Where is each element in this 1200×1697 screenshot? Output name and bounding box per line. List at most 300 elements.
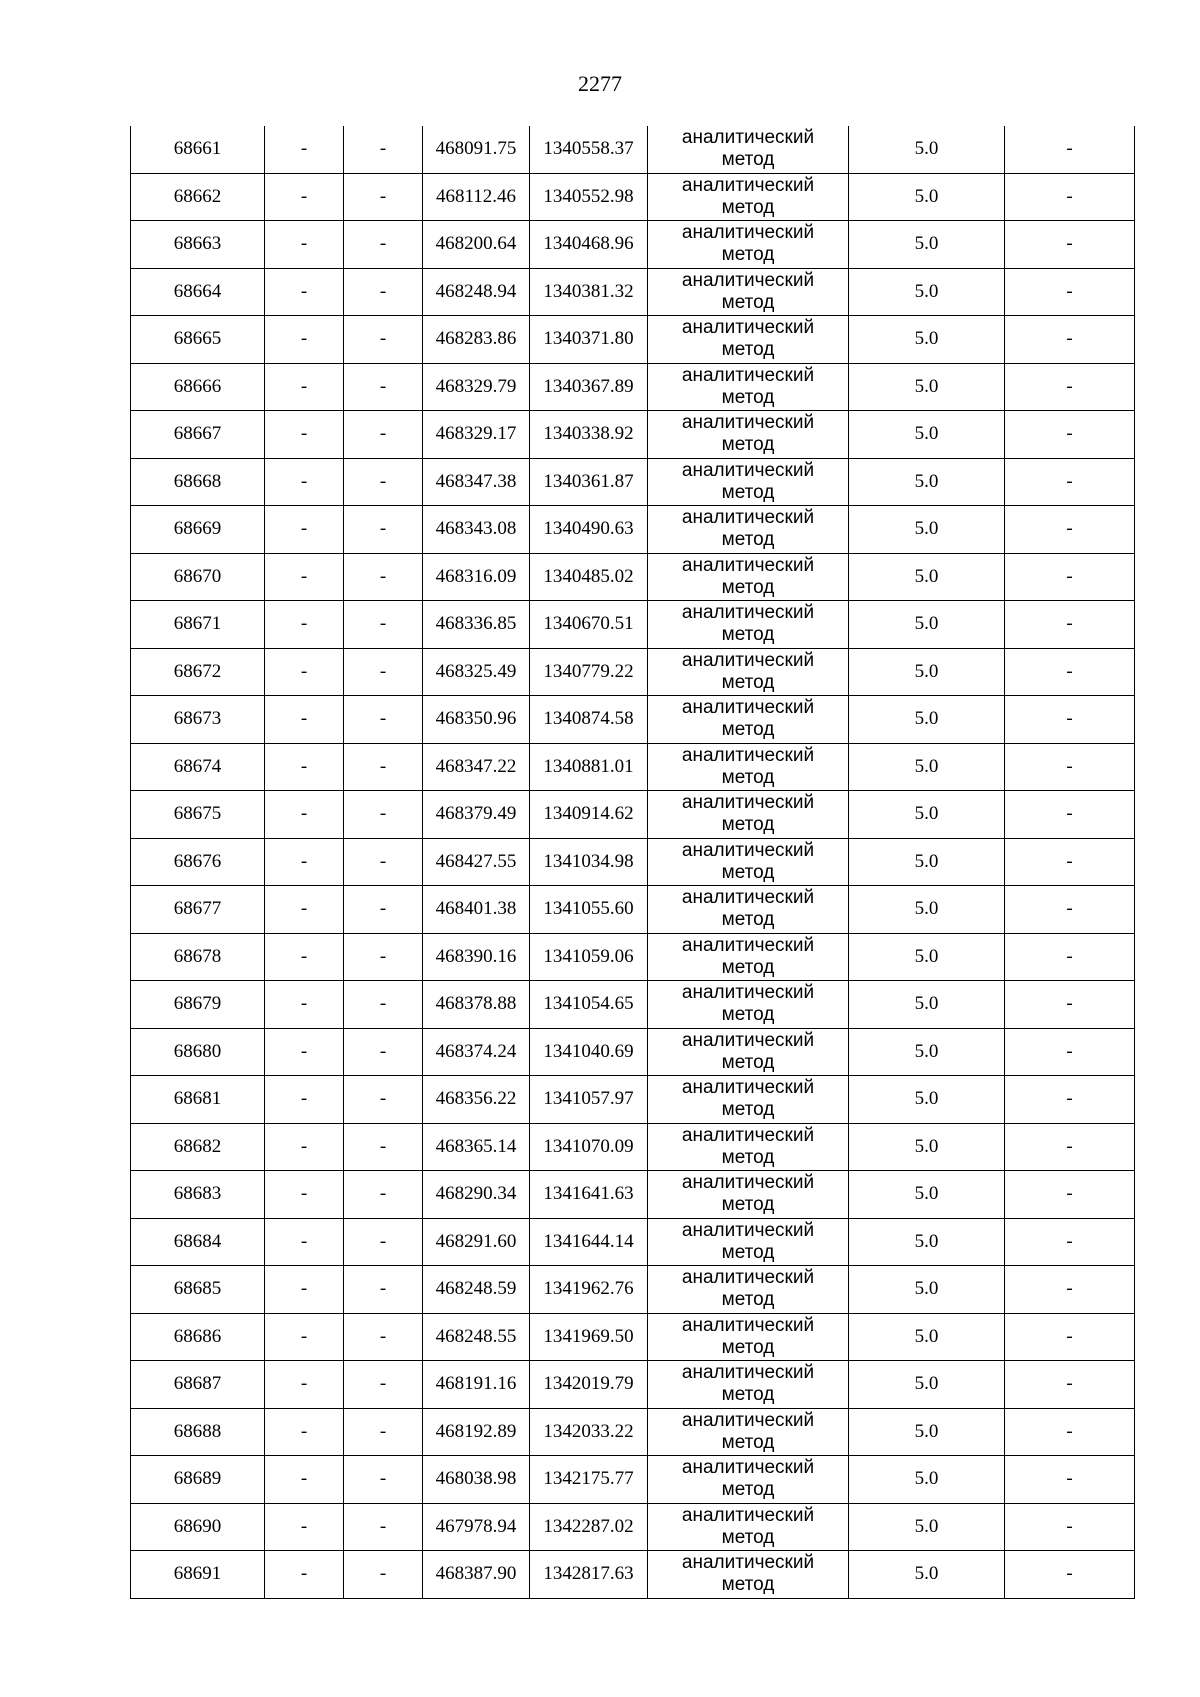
dash-cell: - [1005, 1171, 1135, 1219]
method-line-2: метод [721, 481, 775, 503]
method-line-2: метод [721, 1004, 775, 1026]
x-coordinate-cell: 468316.09 [423, 553, 530, 601]
method-line-2: метод [721, 291, 775, 313]
method-line-1: аналитический [681, 412, 815, 434]
dash-cell: - [344, 458, 423, 506]
point-number-cell: 68691 [131, 1551, 265, 1599]
method-cell [648, 316, 849, 364]
method-line-2: метод [721, 624, 775, 646]
method-line-2: метод [721, 671, 775, 693]
x-coordinate-cell: 468038.98 [423, 1456, 530, 1504]
method-cell [648, 1361, 849, 1409]
point-number-cell: 68687 [131, 1361, 265, 1409]
dash-cell: - [1005, 316, 1135, 364]
method-cell [648, 886, 849, 934]
method-cell [648, 1028, 849, 1076]
method-line-2: метод [721, 1099, 775, 1121]
method-cell [648, 1123, 849, 1171]
dash-cell: - [344, 1456, 423, 1504]
method-line-1: аналитический [681, 1077, 815, 1099]
method-line-2: метод [721, 1431, 775, 1453]
dash-cell: - [344, 838, 423, 886]
dash-cell: - [1005, 886, 1135, 934]
method-line-1: аналитический [681, 792, 815, 814]
point-number-cell: 68668 [131, 458, 265, 506]
table-row [131, 316, 1135, 364]
dash-cell: - [265, 743, 344, 791]
dash-cell: - [344, 173, 423, 221]
precision-cell: 5.0 [849, 1408, 1005, 1456]
x-coordinate-cell: 468427.55 [423, 838, 530, 886]
method-cell [648, 553, 849, 601]
table-row [131, 1218, 1135, 1266]
y-coordinate-cell: 1341070.09 [530, 1123, 648, 1171]
method-line-2: метод [721, 244, 775, 266]
x-coordinate-cell: 468248.59 [423, 1266, 530, 1314]
method-line-2: метод [721, 1051, 775, 1073]
point-number-cell: 68678 [131, 933, 265, 981]
dash-cell: - [265, 363, 344, 411]
method-line-2: метод [721, 1384, 775, 1406]
dash-cell: - [265, 1456, 344, 1504]
table-row [131, 1028, 1135, 1076]
table-row [131, 1361, 1135, 1409]
point-number-cell: 68677 [131, 886, 265, 934]
method-line-2: метод [721, 1574, 775, 1596]
method-line-1: аналитический [681, 1267, 815, 1289]
dash-cell: - [344, 601, 423, 649]
dash-cell: - [265, 838, 344, 886]
point-number-cell: 68676 [131, 838, 265, 886]
dash-cell: - [344, 1503, 423, 1551]
table-row [131, 363, 1135, 411]
precision-cell: 5.0 [849, 791, 1005, 839]
dash-cell: - [265, 1408, 344, 1456]
dash-cell: - [344, 126, 423, 173]
method-line-2: метод [721, 1526, 775, 1548]
y-coordinate-cell: 1341040.69 [530, 1028, 648, 1076]
dash-cell: - [265, 1123, 344, 1171]
method-line-2: метод [721, 386, 775, 408]
method-line-1: аналитический [681, 1219, 815, 1241]
table-row [131, 1123, 1135, 1171]
y-coordinate-cell: 1340485.02 [530, 553, 648, 601]
dash-cell: - [1005, 221, 1135, 269]
precision-cell: 5.0 [849, 553, 1005, 601]
dash-cell: - [1005, 648, 1135, 696]
dash-cell: - [265, 1266, 344, 1314]
table-row [131, 173, 1135, 221]
dash-cell: - [1005, 838, 1135, 886]
y-coordinate-cell: 1342175.77 [530, 1456, 648, 1504]
x-coordinate-cell: 468248.94 [423, 268, 530, 316]
table-row [131, 458, 1135, 506]
y-coordinate-cell: 1341054.65 [530, 981, 648, 1029]
dash-cell: - [1005, 1408, 1135, 1456]
point-number-cell: 68690 [131, 1503, 265, 1551]
method-line-1: аналитический [681, 317, 815, 339]
point-number-cell: 68686 [131, 1313, 265, 1361]
method-line-1: аналитический [681, 459, 815, 481]
table-row [131, 1171, 1135, 1219]
method-cell [648, 648, 849, 696]
precision-cell: 5.0 [849, 1361, 1005, 1409]
point-number-cell: 68661 [131, 126, 265, 173]
y-coordinate-cell: 1340779.22 [530, 648, 648, 696]
table-row [131, 1551, 1135, 1599]
dash-cell: - [1005, 981, 1135, 1029]
y-coordinate-cell: 1341057.97 [530, 1076, 648, 1124]
x-coordinate-cell: 468343.08 [423, 506, 530, 554]
y-coordinate-cell: 1341034.98 [530, 838, 648, 886]
table-row [131, 981, 1135, 1029]
method-line-2: метод [721, 196, 775, 218]
y-coordinate-cell: 1342019.79 [530, 1361, 648, 1409]
dash-cell: - [344, 1361, 423, 1409]
method-cell [648, 1218, 849, 1266]
precision-cell: 5.0 [849, 506, 1005, 554]
method-line-1: аналитический [681, 1029, 815, 1051]
method-line-1: аналитический [681, 1409, 815, 1431]
y-coordinate-cell: 1341962.76 [530, 1266, 648, 1314]
table-row [131, 506, 1135, 554]
precision-cell: 5.0 [849, 221, 1005, 269]
y-coordinate-cell: 1340558.37 [530, 126, 648, 173]
method-line-1: аналитический [681, 127, 815, 149]
method-line-2: метод [721, 814, 775, 836]
point-number-cell: 68675 [131, 791, 265, 839]
dash-cell: - [1005, 268, 1135, 316]
dash-cell: - [265, 1028, 344, 1076]
y-coordinate-cell: 1340338.92 [530, 411, 648, 459]
method-cell [648, 1456, 849, 1504]
method-cell [648, 1408, 849, 1456]
dash-cell: - [344, 648, 423, 696]
dash-cell: - [1005, 1551, 1135, 1599]
dash-cell: - [344, 1028, 423, 1076]
point-number-cell: 68673 [131, 696, 265, 744]
dash-cell: - [265, 316, 344, 364]
table-row [131, 933, 1135, 981]
method-line-1: аналитический [681, 364, 815, 386]
x-coordinate-cell: 468200.64 [423, 221, 530, 269]
precision-cell: 5.0 [849, 696, 1005, 744]
point-number-cell: 68680 [131, 1028, 265, 1076]
table-row [131, 1266, 1135, 1314]
precision-cell: 5.0 [849, 1313, 1005, 1361]
method-line-2: метод [721, 956, 775, 978]
method-cell [648, 221, 849, 269]
method-line-1: аналитический [681, 1552, 815, 1574]
precision-cell: 5.0 [849, 1028, 1005, 1076]
point-number-cell: 68672 [131, 648, 265, 696]
method-cell [648, 601, 849, 649]
point-number-cell: 68684 [131, 1218, 265, 1266]
method-line-1: аналитический [681, 744, 815, 766]
dash-cell: - [1005, 126, 1135, 173]
dash-cell: - [344, 933, 423, 981]
y-coordinate-cell: 1342287.02 [530, 1503, 648, 1551]
table-row [131, 791, 1135, 839]
precision-cell: 5.0 [849, 1218, 1005, 1266]
method-cell [648, 743, 849, 791]
table-row [131, 1408, 1135, 1456]
point-number-cell: 68663 [131, 221, 265, 269]
y-coordinate-cell: 1341644.14 [530, 1218, 648, 1266]
dash-cell: - [1005, 506, 1135, 554]
dash-cell: - [265, 791, 344, 839]
point-number-cell: 68681 [131, 1076, 265, 1124]
point-number-cell: 68671 [131, 601, 265, 649]
method-line-2: метод [721, 576, 775, 598]
table-row [131, 268, 1135, 316]
x-coordinate-cell: 468336.85 [423, 601, 530, 649]
method-cell [648, 1313, 849, 1361]
dash-cell: - [265, 601, 344, 649]
dash-cell: - [265, 1503, 344, 1551]
table-row [131, 886, 1135, 934]
method-line-2: метод [721, 339, 775, 361]
method-line-1: аналитический [681, 1457, 815, 1479]
dash-cell: - [344, 743, 423, 791]
x-coordinate-cell: 468350.96 [423, 696, 530, 744]
dash-cell: - [344, 696, 423, 744]
table-row [131, 126, 1135, 173]
y-coordinate-cell: 1342033.22 [530, 1408, 648, 1456]
method-cell [648, 981, 849, 1029]
dash-cell: - [265, 411, 344, 459]
method-line-2: метод [721, 1336, 775, 1358]
x-coordinate-cell: 468365.14 [423, 1123, 530, 1171]
dash-cell: - [1005, 553, 1135, 601]
x-coordinate-cell: 468325.49 [423, 648, 530, 696]
method-cell [648, 173, 849, 221]
dash-cell: - [1005, 601, 1135, 649]
method-line-2: метод [721, 766, 775, 788]
method-line-2: метод [721, 434, 775, 456]
dash-cell: - [344, 363, 423, 411]
precision-cell: 5.0 [849, 126, 1005, 173]
method-cell [648, 506, 849, 554]
dash-cell: - [265, 933, 344, 981]
precision-cell: 5.0 [849, 838, 1005, 886]
method-line-1: аналитический [681, 1314, 815, 1336]
method-cell [648, 1266, 849, 1314]
method-cell [648, 933, 849, 981]
x-coordinate-cell: 468091.75 [423, 126, 530, 173]
method-cell [648, 1503, 849, 1551]
dash-cell: - [344, 411, 423, 459]
dash-cell: - [344, 1123, 423, 1171]
method-cell [648, 458, 849, 506]
precision-cell: 5.0 [849, 933, 1005, 981]
dash-cell: - [344, 268, 423, 316]
dash-cell: - [265, 173, 344, 221]
method-line-2: метод [721, 529, 775, 551]
y-coordinate-cell: 1341059.06 [530, 933, 648, 981]
precision-cell: 5.0 [849, 981, 1005, 1029]
table-body [131, 126, 1135, 1598]
point-number-cell: 68689 [131, 1456, 265, 1504]
method-line-1: аналитический [681, 269, 815, 291]
table-row [131, 743, 1135, 791]
method-cell [648, 268, 849, 316]
x-coordinate-cell: 468401.38 [423, 886, 530, 934]
dash-cell: - [1005, 1313, 1135, 1361]
point-number-cell: 68683 [131, 1171, 265, 1219]
dash-cell: - [1005, 1456, 1135, 1504]
method-line-1: аналитический [681, 934, 815, 956]
dash-cell: - [344, 1218, 423, 1266]
method-line-1: аналитический [681, 982, 815, 1004]
dash-cell: - [265, 1076, 344, 1124]
method-cell [648, 126, 849, 173]
method-line-1: аналитический [681, 1362, 815, 1384]
dash-cell: - [265, 553, 344, 601]
point-number-cell: 68666 [131, 363, 265, 411]
precision-cell: 5.0 [849, 1123, 1005, 1171]
dash-cell: - [344, 316, 423, 364]
y-coordinate-cell: 1341969.50 [530, 1313, 648, 1361]
dash-cell: - [265, 886, 344, 934]
point-number-cell: 68679 [131, 981, 265, 1029]
x-coordinate-cell: 467978.94 [423, 1503, 530, 1551]
x-coordinate-cell: 468374.24 [423, 1028, 530, 1076]
dash-cell: - [1005, 173, 1135, 221]
method-line-1: аналитический [681, 174, 815, 196]
dash-cell: - [1005, 743, 1135, 791]
x-coordinate-cell: 468248.55 [423, 1313, 530, 1361]
dash-cell: - [1005, 411, 1135, 459]
method-line-1: аналитический [681, 1124, 815, 1146]
table-row [131, 221, 1135, 269]
precision-cell: 5.0 [849, 886, 1005, 934]
dash-cell: - [265, 1171, 344, 1219]
dash-cell: - [344, 1266, 423, 1314]
dash-cell: - [265, 696, 344, 744]
method-cell [648, 1551, 849, 1599]
dash-cell: - [1005, 1361, 1135, 1409]
coordinates-table [130, 126, 1135, 1599]
point-number-cell: 68662 [131, 173, 265, 221]
dash-cell: - [265, 1361, 344, 1409]
dash-cell: - [265, 506, 344, 554]
x-coordinate-cell: 468347.22 [423, 743, 530, 791]
dash-cell: - [344, 981, 423, 1029]
x-coordinate-cell: 468390.16 [423, 933, 530, 981]
dash-cell: - [1005, 1503, 1135, 1551]
y-coordinate-cell: 1341055.60 [530, 886, 648, 934]
point-number-cell: 68664 [131, 268, 265, 316]
x-coordinate-cell: 468191.16 [423, 1361, 530, 1409]
x-coordinate-cell: 468192.89 [423, 1408, 530, 1456]
dash-cell: - [265, 981, 344, 1029]
y-coordinate-cell: 1340670.51 [530, 601, 648, 649]
y-coordinate-cell: 1340367.89 [530, 363, 648, 411]
point-number-cell: 68682 [131, 1123, 265, 1171]
y-coordinate-cell: 1340552.98 [530, 173, 648, 221]
dash-cell: - [265, 458, 344, 506]
table-row [131, 838, 1135, 886]
dash-cell: - [265, 648, 344, 696]
dash-cell: - [265, 221, 344, 269]
y-coordinate-cell: 1340361.87 [530, 458, 648, 506]
method-line-2: метод [721, 1194, 775, 1216]
method-cell [648, 411, 849, 459]
dash-cell: - [1005, 1076, 1135, 1124]
method-line-2: метод [721, 719, 775, 741]
precision-cell: 5.0 [849, 268, 1005, 316]
x-coordinate-cell: 468290.34 [423, 1171, 530, 1219]
precision-cell: 5.0 [849, 648, 1005, 696]
y-coordinate-cell: 1341641.63 [530, 1171, 648, 1219]
y-coordinate-cell: 1340881.01 [530, 743, 648, 791]
dash-cell: - [344, 791, 423, 839]
point-number-cell: 68669 [131, 506, 265, 554]
x-coordinate-cell: 468329.17 [423, 411, 530, 459]
table-row [131, 1503, 1135, 1551]
table-row [131, 411, 1135, 459]
method-cell [648, 363, 849, 411]
dash-cell: - [1005, 933, 1135, 981]
method-line-2: метод [721, 909, 775, 931]
method-line-2: метод [721, 1241, 775, 1263]
method-line-2: метод [721, 149, 775, 171]
dash-cell: - [344, 1171, 423, 1219]
table-row [131, 648, 1135, 696]
dash-cell: - [344, 553, 423, 601]
dash-cell: - [344, 506, 423, 554]
precision-cell: 5.0 [849, 363, 1005, 411]
method-line-1: аналитический [681, 887, 815, 909]
dash-cell: - [1005, 791, 1135, 839]
x-coordinate-cell: 468387.90 [423, 1551, 530, 1599]
precision-cell: 5.0 [849, 743, 1005, 791]
method-cell [648, 1076, 849, 1124]
y-coordinate-cell: 1340874.58 [530, 696, 648, 744]
method-cell [648, 791, 849, 839]
table-row [131, 1456, 1135, 1504]
point-number-cell: 68670 [131, 553, 265, 601]
dash-cell: - [1005, 1123, 1135, 1171]
dash-cell: - [344, 1408, 423, 1456]
method-line-1: аналитический [681, 222, 815, 244]
dash-cell: - [265, 1551, 344, 1599]
x-coordinate-cell: 468356.22 [423, 1076, 530, 1124]
x-coordinate-cell: 468379.49 [423, 791, 530, 839]
dash-cell: - [265, 1218, 344, 1266]
method-cell [648, 838, 849, 886]
dash-cell: - [344, 1551, 423, 1599]
precision-cell: 5.0 [849, 173, 1005, 221]
x-coordinate-cell: 468283.86 [423, 316, 530, 364]
dash-cell: - [265, 268, 344, 316]
x-coordinate-cell: 468291.60 [423, 1218, 530, 1266]
y-coordinate-cell: 1342817.63 [530, 1551, 648, 1599]
dash-cell: - [344, 1076, 423, 1124]
table-row [131, 696, 1135, 744]
dash-cell: - [344, 221, 423, 269]
method-line-1: аналитический [681, 507, 815, 529]
dash-cell: - [1005, 1218, 1135, 1266]
method-cell [648, 1171, 849, 1219]
table-row [131, 1076, 1135, 1124]
method-line-1: аналитический [681, 1504, 815, 1526]
method-line-1: аналитический [681, 602, 815, 624]
precision-cell: 5.0 [849, 1076, 1005, 1124]
method-line-1: аналитический [681, 1172, 815, 1194]
point-number-cell: 68667 [131, 411, 265, 459]
